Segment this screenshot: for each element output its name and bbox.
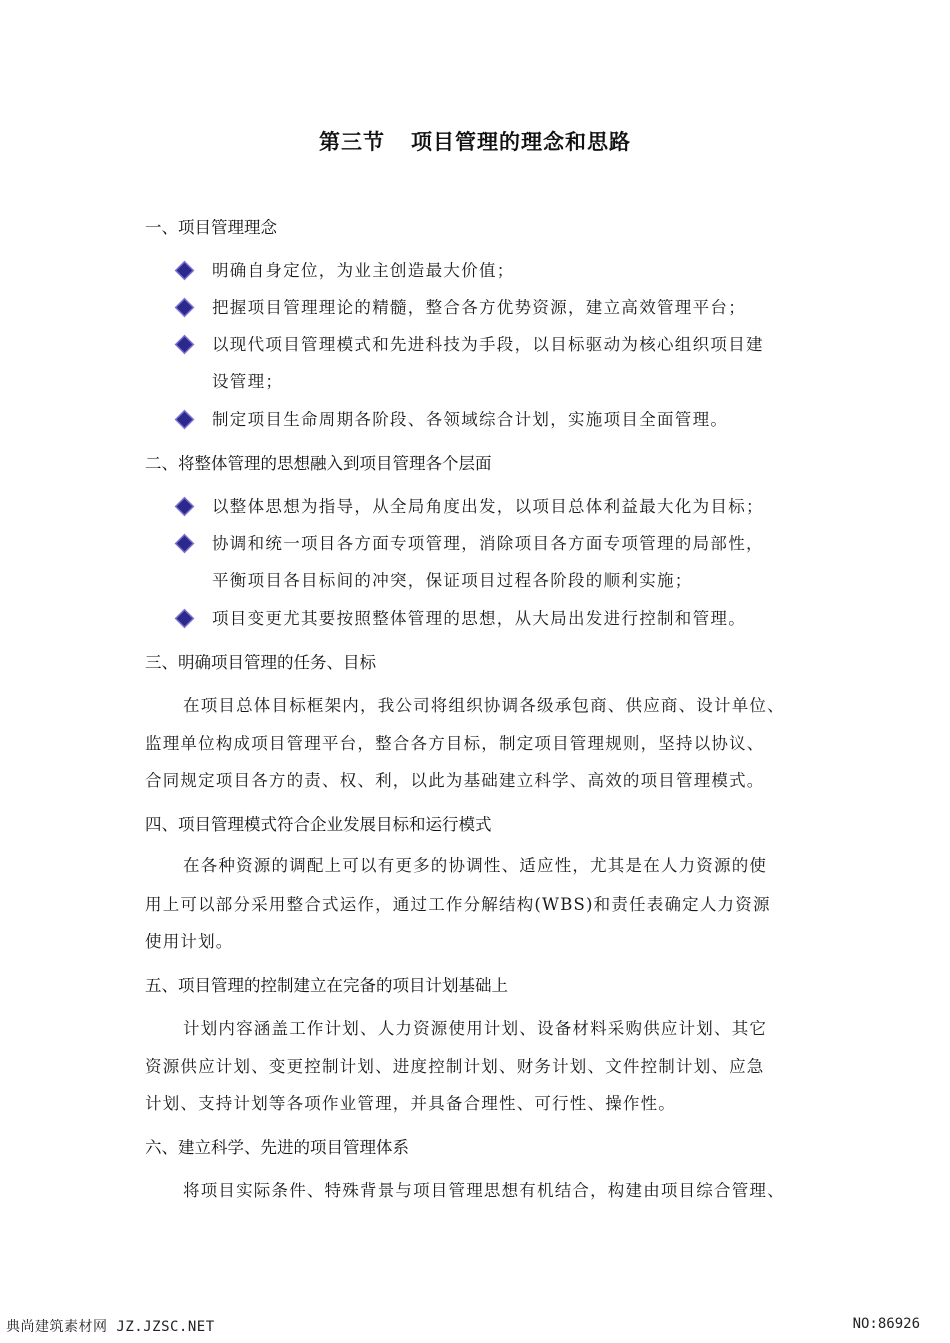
paragraph-line: 在各种资源的调配上可以有更多的协调性、适应性，尤其是在人力资源的使 [183,856,768,875]
diamond-bullet-icon [177,337,193,353]
section-heading-4: 四、项目管理模式符合企业发展目标和运行模式 [145,815,492,834]
paragraph-line: 监理单位构成项目管理平台，整合各方目标，制定项目管理规则，坚持以协议、 [145,734,765,753]
paragraph-line: 在项目总体目标框架内，我公司将组织协调各级承包商、供应商、设计单位、 [183,696,785,715]
bullet-item-continuation: 设管理； [212,372,284,391]
page-title [0,126,950,156]
diamond-bullet-icon [177,263,193,279]
section-heading-5: 五、项目管理的控制建立在完备的项目计划基础上 [145,976,508,995]
bullet-item-continuation: 平衡项目各目标间的冲突，保证项目过程各阶段的顺利实施； [212,571,693,590]
section-heading-2: 二、将整体管理的思想融入到项目管理各个层面 [145,454,492,473]
paragraph-line: 合同规定项目各方的责、权、利，以此为基础建立科学、高效的项目管理模式。 [145,771,765,790]
section-title: 项目管理的理念和思路 [411,130,631,154]
section-heading-1: 一、项目管理理念 [145,218,277,237]
bullet-item: 把握项目管理理论的精髓，整合各方优势资源，建立高效管理平台； [212,298,746,317]
section-heading-6: 六、建立科学、先进的项目管理体系 [145,1138,409,1157]
paragraph-line: 计划、支持计划等各项作业管理，并具备合理性、可行性、操作性。 [145,1094,676,1113]
paragraph-line: 计划内容涵盖工作计划、人力资源使用计划、设备材料采购供应计划、其它 [183,1019,768,1038]
paragraph-line: 将项目实际条件、特殊背景与项目管理思想有机结合，构建由项目综合管理、 [183,1181,785,1200]
paragraph-line: 资源供应计划、变更控制计划、进度控制计划、财务计划、文件控制计划、应急 [145,1057,765,1076]
diamond-bullet-icon [177,536,193,552]
bullet-item: 明确自身定位，为业主创造最大价值； [212,261,515,280]
bullet-item: 协调和统一项目各方面专项管理，消除项目各方面专项管理的局部性， [212,534,764,553]
footer-document-number: NO:86926 [852,1316,920,1332]
diamond-bullet-icon [177,499,193,515]
bullet-item: 以现代项目管理模式和先进科技为手段，以目标驱动为核心组织项目建 [212,335,764,354]
diamond-bullet-icon [177,300,193,316]
section-heading-3: 三、明确项目管理的任务、目标 [145,653,376,672]
section-number: 第三节 [319,130,385,154]
footer-watermark: 典尚建筑素材网 JZ.JZSC.NET [6,1319,215,1335]
bullet-item: 以整体思想为指导，从全局角度出发，以项目总体利益最大化为目标； [212,497,764,516]
bullet-item: 制定项目生命周期各阶段、各领域综合计划，实施项目全面管理。 [212,410,729,429]
diamond-bullet-icon [177,611,193,627]
paragraph-line: 用上可以部分采用整合式运作，通过工作分解结构(WBS)和责任表确定人力资源 [145,895,771,914]
paragraph-line: 使用计划。 [145,932,234,951]
diamond-bullet-icon [177,412,193,428]
bullet-item: 项目变更尤其要按照整体管理的思想，从大局出发进行控制和管理。 [212,609,746,628]
